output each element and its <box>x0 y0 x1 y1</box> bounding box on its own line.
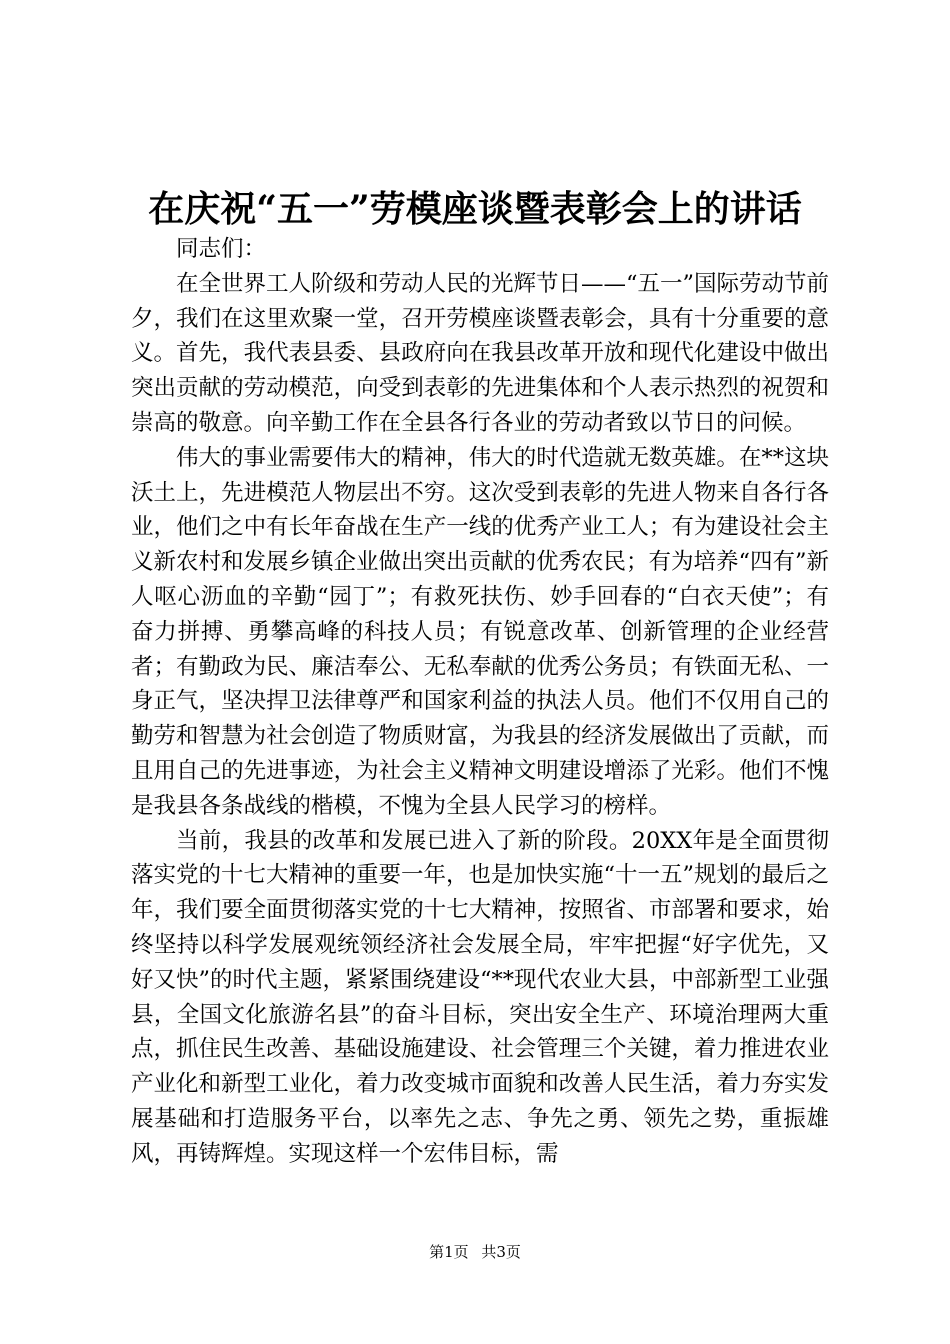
document-title: 在庆祝“五一”劳模座谈暨表彰会上的讲话 <box>148 188 802 230</box>
page-footer <box>0 1242 950 1262</box>
salutation: 同志们： <box>176 236 267 262</box>
page-total: 共3页 <box>481 1243 521 1261</box>
page-number: 第1页 <box>429 1243 469 1261</box>
paragraph-2: 伟大的事业需要伟大的精神，伟大的时代造就无数英雄。在**这块沃土上，先进模范人物层出不穷。这次受到表彰的先进人物来自各行各业，他们之中有长年奋战在生产一线的优秀产业工人；有为建设社会主义新农村和发展乡镇企业做出突出贡献的优秀农民；有为培养“四有”新人呕心沥血的辛勤“园丁”；有救死扶伤、妙手回春的“白衣天使”；有奋力拼搏、勇攀高峰的科技人员；有锐意改革、创新管理的企业经营者；有勤政为民、廉洁奉公、无私奉献的优秀公务员；有铁面无私、一身正气，坚决捍卫法律尊严和国家利益的执法人员。他们不仅用自己的勤劳和智慧为社会创造了物质财富，为我县的经济发展做出了贡献，而且用自己的先进事迹，为社会主义精神文明建设增添了光彩。他们不愧是我县各条战线的楷模，不愧为全县人民学习的榜样。 <box>131 444 830 819</box>
paragraph-3: 当前，我县的改革和发展已进入了新的阶段。20XX年是全面贯彻落实党的十七大精神的重要一年，也是加快实施“十一五”规划的最后之年，我们要全面贯彻落实党的十七大精神，按照省、市部署和要求，始终坚持以科学发展观统领经济社会发展全局，牢牢把握“好字优先，又好又快”的时代主题，紧紧围绕建设“**现代农业大县，中部新型工业强县，全国文化旅游名县”的奋斗目标，突出安全生产、环境治理两大重点，抓住民生改善、基础设施建设、社会管理三个关键，着力推进农业产业化和新型工业化，着力改变城市面貌和改善人民生活，着力夯实发展基础和打造服务平台，以率先之志、争先之勇、领先之势，重振雄风，再铸辉煌。实现这样一个宏伟目标，需 <box>131 827 830 1167</box>
document-body <box>131 232 829 1172</box>
paragraph-1: 在全世界工人阶级和劳动人民的光辉节日——“五一”国际劳动节前夕，我们在这里欢聚一堂，召开劳模座谈暨表彰会，具有十分重要的意义。首先，我代表县委、县政府向在我县改革开放和现代化建设中做出突出贡献的劳动模范，向受到表彰的先进集体和个人表示热烈的祝贺和崇高的敬意。向辛勤工作在全县各行各业的劳动者致以节日的问候。 <box>131 270 830 436</box>
